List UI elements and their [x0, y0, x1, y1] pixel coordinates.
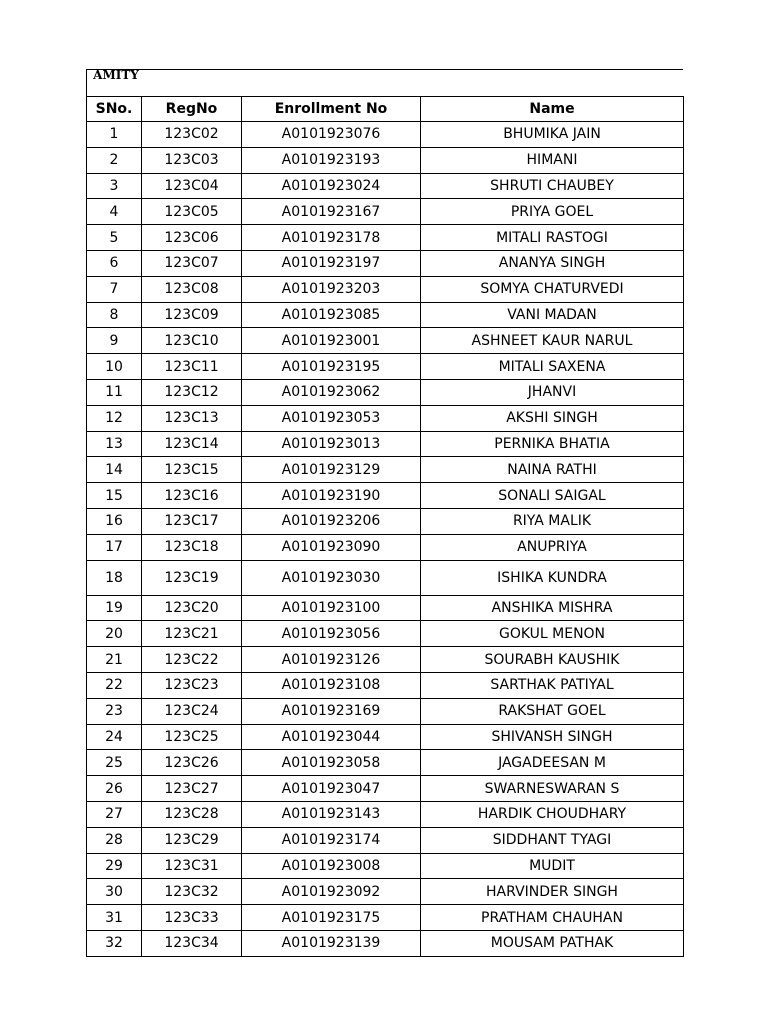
cell-regno: 123C16 — [142, 483, 242, 509]
cell-name: SOMYA CHATURVEDI — [421, 276, 684, 302]
header-sno: SNo. — [87, 97, 142, 122]
cell-regno: 123C31 — [142, 853, 242, 879]
table-row — [87, 122, 684, 148]
cell-enrollment: A0101923167 — [242, 199, 421, 225]
table-row — [87, 595, 684, 621]
cell-name: SIDDHANT TYAGI — [421, 827, 684, 853]
table-row — [87, 827, 684, 853]
cell-regno: 123C19 — [142, 560, 242, 595]
table-row — [87, 801, 684, 827]
cell-enrollment: A0101923129 — [242, 457, 421, 483]
cell-enrollment: A0101923056 — [242, 621, 421, 647]
cell-name: PERNIKA BHATIA — [421, 431, 684, 457]
table-row — [87, 776, 684, 802]
cell-sno: 24 — [87, 724, 142, 750]
table-row — [87, 379, 684, 405]
cell-sno: 6 — [87, 250, 142, 276]
cell-regno: 123C03 — [142, 147, 242, 173]
cell-enrollment: A0101923053 — [242, 405, 421, 431]
cell-sno: 18 — [87, 560, 142, 595]
table-row — [87, 621, 684, 647]
cell-regno: 123C25 — [142, 724, 242, 750]
cell-sno: 17 — [87, 534, 142, 560]
cell-name: SWARNESWARAN S — [421, 776, 684, 802]
cell-sno: 12 — [87, 405, 142, 431]
cell-name: ANSHIKA MISHRA — [421, 595, 684, 621]
cell-enrollment: A0101923143 — [242, 801, 421, 827]
cell-regno: 123C24 — [142, 698, 242, 724]
cell-regno: 123C32 — [142, 879, 242, 905]
cell-name: MUDIT — [421, 853, 684, 879]
cell-sno: 4 — [87, 199, 142, 225]
cell-enrollment: A0101923090 — [242, 534, 421, 560]
table-row — [87, 560, 684, 595]
table-row — [87, 405, 684, 431]
cell-sno: 31 — [87, 905, 142, 931]
cell-name: JAGADEESAN M — [421, 750, 684, 776]
table-row — [87, 225, 684, 251]
table-row — [87, 750, 684, 776]
cell-name: RAKSHAT GOEL — [421, 698, 684, 724]
header-enrollment: Enrollment No — [242, 97, 421, 122]
cell-sno: 1 — [87, 122, 142, 148]
cell-enrollment: A0101923175 — [242, 905, 421, 931]
cell-regno: 123C17 — [142, 508, 242, 534]
caption-row — [86, 69, 683, 96]
table-row — [87, 698, 684, 724]
cell-sno: 26 — [87, 776, 142, 802]
cell-regno: 123C05 — [142, 199, 242, 225]
cell-sno: 9 — [87, 328, 142, 354]
cell-enrollment: A0101923195 — [242, 354, 421, 380]
cell-name: JHANVI — [421, 379, 684, 405]
cell-regno: 123C29 — [142, 827, 242, 853]
cell-enrollment: A0101923100 — [242, 595, 421, 621]
cell-sno: 16 — [87, 508, 142, 534]
cell-sno: 27 — [87, 801, 142, 827]
table-row — [87, 199, 684, 225]
cell-name: RIYA MALIK — [421, 508, 684, 534]
cell-enrollment: A0101923139 — [242, 930, 421, 956]
student-list-sheet — [86, 69, 683, 957]
cell-name: VANI MADAN — [421, 302, 684, 328]
cell-regno: 123C13 — [142, 405, 242, 431]
cell-enrollment: A0101923044 — [242, 724, 421, 750]
cell-name: HIMANI — [421, 147, 684, 173]
table-row — [87, 508, 684, 534]
cell-enrollment: A0101923206 — [242, 508, 421, 534]
table-row — [87, 672, 684, 698]
cell-regno: 123C11 — [142, 354, 242, 380]
cell-sno: 32 — [87, 930, 142, 956]
cell-name: SHRUTI CHAUBEY — [421, 173, 684, 199]
header-regno: RegNo — [142, 97, 242, 122]
cell-enrollment: A0101923197 — [242, 250, 421, 276]
cell-name: SARTHAK PATIYAL — [421, 672, 684, 698]
cell-sno: 25 — [87, 750, 142, 776]
cell-enrollment: A0101923024 — [242, 173, 421, 199]
cell-enrollment: A0101923001 — [242, 328, 421, 354]
cell-enrollment: A0101923058 — [242, 750, 421, 776]
cell-enrollment: A0101923190 — [242, 483, 421, 509]
cell-name: PRIYA GOEL — [421, 199, 684, 225]
table-row — [87, 879, 684, 905]
cell-name: SOURABH KAUSHIK — [421, 647, 684, 673]
cell-name: ASHNEET KAUR NARUL — [421, 328, 684, 354]
cell-enrollment: A0101923085 — [242, 302, 421, 328]
cell-regno: 123C21 — [142, 621, 242, 647]
table-row — [87, 147, 684, 173]
cell-name: HARVINDER SINGH — [421, 879, 684, 905]
table-row — [87, 431, 684, 457]
cell-regno: 123C33 — [142, 905, 242, 931]
cell-enrollment: A0101923030 — [242, 560, 421, 595]
institution-caption: AMITY — [93, 68, 139, 82]
header-name: Name — [421, 97, 684, 122]
table-header-row — [87, 97, 684, 122]
table-row — [87, 534, 684, 560]
cell-sno: 2 — [87, 147, 142, 173]
cell-regno: 123C04 — [142, 173, 242, 199]
cell-sno: 23 — [87, 698, 142, 724]
cell-regno: 123C28 — [142, 801, 242, 827]
cell-name: SONALI SAIGAL — [421, 483, 684, 509]
cell-sno: 13 — [87, 431, 142, 457]
table-row — [87, 647, 684, 673]
table-row — [87, 250, 684, 276]
cell-regno: 123C08 — [142, 276, 242, 302]
cell-sno: 3 — [87, 173, 142, 199]
table-row — [87, 853, 684, 879]
cell-sno: 22 — [87, 672, 142, 698]
table-row — [87, 483, 684, 509]
cell-name: ANANYA SINGH — [421, 250, 684, 276]
cell-enrollment: A0101923203 — [242, 276, 421, 302]
cell-enrollment: A0101923126 — [242, 647, 421, 673]
cell-sno: 20 — [87, 621, 142, 647]
table-body — [87, 122, 684, 957]
cell-enrollment: A0101923013 — [242, 431, 421, 457]
cell-sno: 21 — [87, 647, 142, 673]
cell-enrollment: A0101923076 — [242, 122, 421, 148]
table-row — [87, 302, 684, 328]
cell-regno: 123C18 — [142, 534, 242, 560]
cell-enrollment: A0101923193 — [242, 147, 421, 173]
cell-enrollment: A0101923062 — [242, 379, 421, 405]
cell-regno: 123C26 — [142, 750, 242, 776]
cell-sno: 11 — [87, 379, 142, 405]
cell-enrollment: A0101923174 — [242, 827, 421, 853]
cell-enrollment: A0101923108 — [242, 672, 421, 698]
cell-sno: 19 — [87, 595, 142, 621]
cell-regno: 123C09 — [142, 302, 242, 328]
table-row — [87, 276, 684, 302]
cell-name: MITALI RASTOGI — [421, 225, 684, 251]
table-row — [87, 905, 684, 931]
cell-sno: 29 — [87, 853, 142, 879]
cell-regno: 123C34 — [142, 930, 242, 956]
cell-sno: 10 — [87, 354, 142, 380]
cell-regno: 123C20 — [142, 595, 242, 621]
cell-name: NAINA RATHI — [421, 457, 684, 483]
table-row — [87, 724, 684, 750]
cell-name: PRATHAM CHAUHAN — [421, 905, 684, 931]
cell-regno: 123C10 — [142, 328, 242, 354]
cell-name: MOUSAM PATHAK — [421, 930, 684, 956]
table-row — [87, 328, 684, 354]
cell-name: AKSHI SINGH — [421, 405, 684, 431]
cell-regno: 123C06 — [142, 225, 242, 251]
cell-name: BHUMIKA JAIN — [421, 122, 684, 148]
student-table — [86, 96, 684, 957]
cell-regno: 123C14 — [142, 431, 242, 457]
cell-enrollment: A0101923169 — [242, 698, 421, 724]
cell-sno: 8 — [87, 302, 142, 328]
cell-name: MITALI SAXENA — [421, 354, 684, 380]
table-row — [87, 173, 684, 199]
cell-sno: 5 — [87, 225, 142, 251]
cell-sno: 28 — [87, 827, 142, 853]
cell-regno: 123C07 — [142, 250, 242, 276]
cell-name: ANUPRIYA — [421, 534, 684, 560]
cell-name: SHIVANSH SINGH — [421, 724, 684, 750]
cell-name: GOKUL MENON — [421, 621, 684, 647]
cell-enrollment: A0101923178 — [242, 225, 421, 251]
cell-sno: 7 — [87, 276, 142, 302]
cell-enrollment: A0101923047 — [242, 776, 421, 802]
table-row — [87, 930, 684, 956]
cell-regno: 123C02 — [142, 122, 242, 148]
cell-sno: 14 — [87, 457, 142, 483]
cell-enrollment: A0101923008 — [242, 853, 421, 879]
cell-sno: 15 — [87, 483, 142, 509]
cell-regno: 123C22 — [142, 647, 242, 673]
cell-regno: 123C27 — [142, 776, 242, 802]
cell-regno: 123C12 — [142, 379, 242, 405]
cell-regno: 123C15 — [142, 457, 242, 483]
cell-regno: 123C23 — [142, 672, 242, 698]
cell-enrollment: A0101923092 — [242, 879, 421, 905]
cell-name: ISHIKA KUNDRA — [421, 560, 684, 595]
table-row — [87, 457, 684, 483]
table-row — [87, 354, 684, 380]
cell-name: HARDIK CHOUDHARY — [421, 801, 684, 827]
cell-sno: 30 — [87, 879, 142, 905]
